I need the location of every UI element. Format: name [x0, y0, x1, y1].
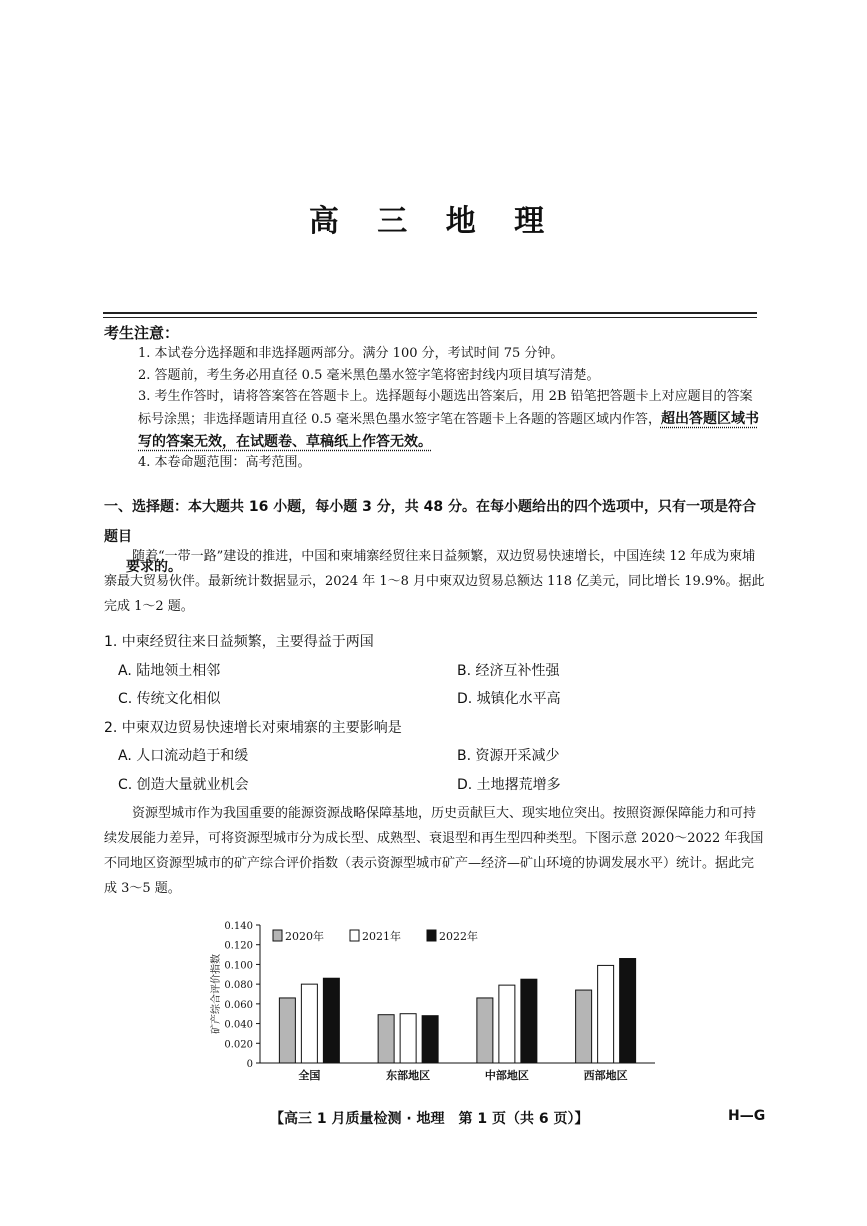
passage-1: 随着“一带一路”建设的推进，中国和柬埔寨经贸往来日益频繁，双边贸易快速增长，中国连续 12 年成为柬埔寨最大贸易伙伴。最新统计数据显示，2024 年 1～8 月中柬双边贸易总额达 118 亿美元，同比增长 19.9%。据此完成 1～2 题。 — [104, 549, 765, 614]
bar — [279, 998, 295, 1063]
notice-item-4: 4. 本卷命题范围：高考范围。 — [138, 455, 311, 470]
question-1-option-b: B. 经济互补性强 — [457, 663, 560, 679]
divider-thin — [103, 317, 757, 318]
y-tick-label: 0.140 — [224, 921, 253, 932]
legend-swatch — [350, 930, 359, 941]
legend-swatch — [273, 930, 282, 941]
footer-page-info: 【高三 1 月质量检测 · 地理 第 1 页（共 6 页）】 — [270, 1111, 589, 1127]
legend-label: 2022年 — [439, 930, 478, 943]
section-heading-line1: 一、选择题：本大题共 16 小题，每小题 3 分，共 48 分。在每小题给出的四个选项中，只有一项是符合题目 — [104, 499, 756, 545]
question-2-option-c: C. 创造大量就业机会 — [118, 777, 249, 793]
legend-swatch — [427, 930, 436, 941]
bar — [477, 998, 493, 1063]
x-tick-label: 东部地区 — [386, 1069, 431, 1082]
y-tick-label: 0.060 — [224, 999, 253, 1011]
y-tick-label: 0.100 — [224, 960, 253, 972]
y-tick-label: 0.080 — [224, 980, 253, 992]
bar-chart — [205, 916, 660, 1091]
question-1-option-d: D. 城镇化水平高 — [457, 691, 561, 707]
notice-item-3-emphasis: 超出答题区域书写的答案无效，在试题卷、草稿纸上作答无效。 — [138, 411, 759, 450]
x-tick-label: 西部地区 — [583, 1069, 628, 1082]
y-tick-label: 0 — [246, 1059, 253, 1070]
question-2-option-a: A. 人口流动趋于和缓 — [118, 748, 249, 764]
bar — [499, 985, 515, 1063]
divider-thick — [103, 312, 757, 314]
y-tick-label: 0.040 — [224, 1019, 253, 1031]
page-title: 高 三 地 理 — [308, 204, 559, 239]
legend-label: 2021年 — [362, 930, 401, 943]
y-tick-label: 0.020 — [224, 1039, 253, 1051]
x-tick-label: 全国 — [298, 1069, 321, 1082]
bar — [400, 1014, 416, 1063]
footer-code: H—G — [728, 1108, 766, 1124]
question-1-option-a: A. 陆地领土相邻 — [118, 663, 221, 679]
question-2-option-b: B. 资源开采减少 — [457, 748, 560, 764]
notice-item-3 — [138, 386, 760, 454]
x-tick-label: 中部地区 — [484, 1069, 529, 1082]
bar — [422, 1016, 438, 1063]
question-2-stem: 2. 中柬双边贸易快速增长对柬埔寨的主要影响是 — [104, 720, 402, 736]
bar — [378, 1015, 394, 1063]
question-2-option-d: D. 土地撂荒增多 — [457, 777, 561, 793]
passage-2: 资源型城市作为我国重要的能源资源战略保障基地，历史贡献巨大、现实地位突出。按照资源保障能力和可持续发展能力差异，可将资源型城市分为成长型、成熟型、衰退型和再生型四种类型。下图示意 2020～2022 年我国不同地区资源型城市的矿产综合评价指数（表示资源型城市矿产—经济—矿山环境的协调发展水平）统计。据此完成 3～5 题。 — [104, 806, 764, 896]
question-1-stem: 1. 中柬经贸往来日益频繁，主要得益于两国 — [104, 634, 374, 650]
y-axis-label: 矿产综合评价指数 — [211, 954, 222, 1034]
y-tick-label: 0.120 — [224, 940, 253, 952]
notice-heading: 考生注意： — [104, 324, 180, 342]
question-1-option-c: C. 传统文化相似 — [118, 691, 221, 707]
bar-chart-svg — [205, 916, 660, 1091]
bar — [301, 984, 317, 1063]
bar — [323, 978, 339, 1063]
legend-label: 2020年 — [285, 930, 324, 943]
notice-item-2: 2. 答题前，考生务必用直径 0.5 毫米黑色墨水签字笔将密封线内项目填写清楚。 — [138, 368, 600, 383]
bar — [598, 965, 614, 1063]
notice-item-3-text: 3. 考生作答时，请将答案答在答题卡上。选择题每小题选出答案后，用 2B 铅笔把答题卡上对应题目的答案标号涂黑；非选择题请用直径 0.5 毫米黑色墨水签字笔在答题卡上各题的答题区域内作答， — [138, 389, 753, 427]
notice-item-1: 1. 本试卷分选择题和非选择题两部分。满分 100 分，考试时间 75 分钟。 — [138, 346, 564, 361]
bar — [521, 979, 537, 1063]
bar — [620, 959, 636, 1063]
bar — [576, 990, 592, 1063]
section-heading-line2: 要求的。 — [126, 559, 182, 575]
